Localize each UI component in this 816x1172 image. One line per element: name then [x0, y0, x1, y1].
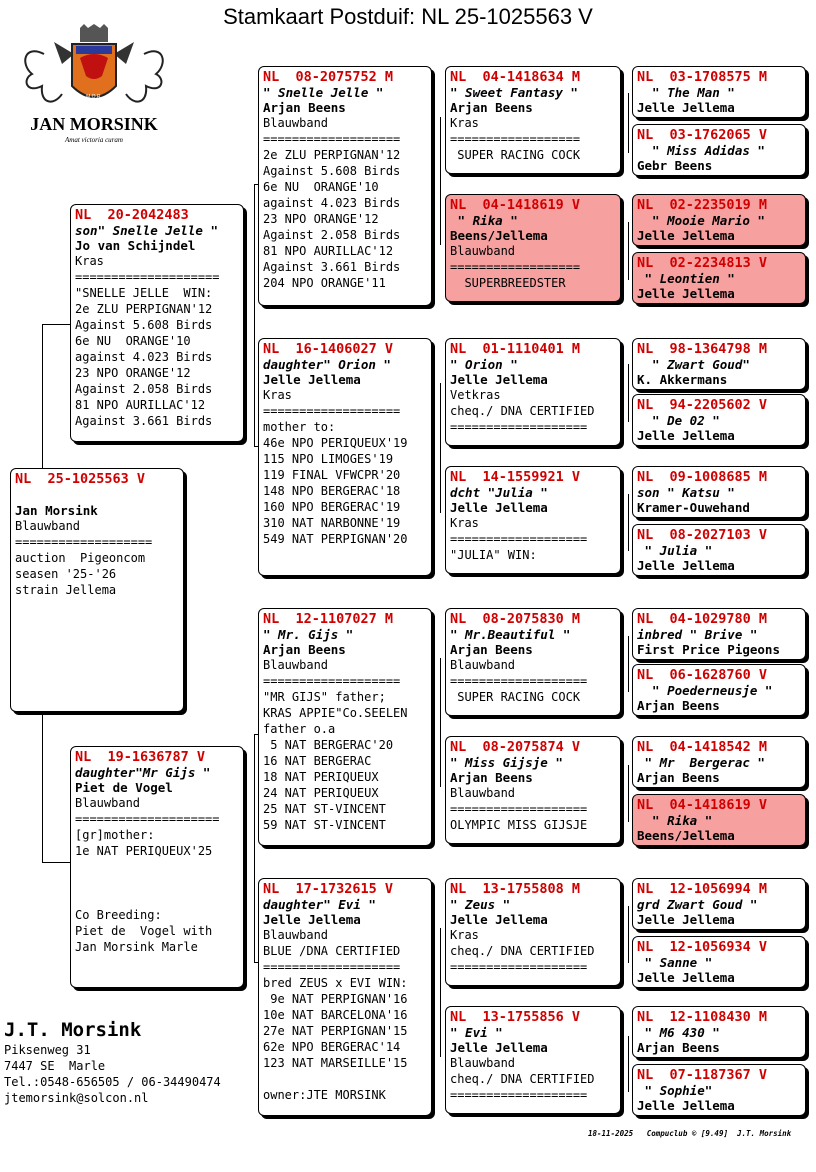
pigeon-name: dcht "Julia ": [450, 485, 548, 500]
pigeon-name: " Evi ": [450, 1025, 503, 1040]
ring-number: NL 04-1418542 M: [637, 739, 768, 755]
detail-line: 46e NPO PERIQUEUX'19: [263, 436, 408, 450]
detail-line: ===================: [450, 802, 588, 816]
connector: [42, 862, 72, 863]
detail-line: ====================: [75, 812, 220, 826]
owner-name: K. Akkermans: [637, 372, 728, 387]
detail-line: 119 FINAL VFWCPR'20: [263, 468, 401, 482]
ring-number: NL 08-2027103 V: [637, 527, 768, 543]
pigeon-card-gg2[interactable]: [632, 124, 806, 176]
pigeon-name: daughter" Evi ": [263, 897, 376, 912]
detail-line: 310 NAT NARBONNE'19: [263, 516, 401, 530]
owner-name: Beens/Jellema: [637, 828, 735, 843]
pigeon-name: " De 02 ": [637, 413, 720, 428]
ring-number: NL 19-1636787 V: [75, 749, 206, 765]
detail-line: 5 NAT BERGERAC'20: [263, 738, 394, 752]
pigeon-name: " Leontien ": [637, 271, 735, 286]
detail-line: against 4.023 Birds: [75, 350, 213, 364]
detail-line: Kras: [450, 928, 479, 942]
owner-name: Arjan Beens: [263, 642, 346, 657]
detail-line: Kras: [450, 116, 479, 130]
pigeon-name: " Miss Adidas ": [637, 143, 765, 158]
detail-line: ===================: [15, 535, 153, 549]
pigeon-card-dds[interactable]: [445, 878, 621, 986]
detail-line: 81 NPO AURILLAC'12: [263, 244, 394, 258]
connector: [440, 117, 441, 245]
detail-line: mother to:: [263, 420, 336, 434]
pigeon-card-gg4[interactable]: [632, 252, 806, 304]
detail-line: auction Pigeoncom: [15, 551, 146, 565]
detail-line: Blauwband: [450, 786, 516, 800]
pigeon-card-gg10[interactable]: [632, 664, 806, 716]
detail-line: Against 3.661 Birds: [263, 260, 401, 274]
detail-line: Co Breeding:: [75, 908, 162, 922]
pigeon-name: daughter" Orion ": [263, 357, 391, 372]
detail-line: father o.a: [263, 722, 336, 736]
pigeon-card-sdd[interactable]: [445, 466, 621, 574]
detail-line: Kras: [450, 516, 479, 530]
footer-text: 18-11-2025 Compuclub © [9.49] J.T. Morsink: [588, 1129, 792, 1138]
detail-line: ===================: [263, 132, 401, 146]
pigeon-card-gg13[interactable]: [632, 878, 806, 930]
ring-number: NL 01-1110401 M: [450, 341, 581, 357]
pigeon-card-sire-dam[interactable]: [258, 338, 432, 576]
connector: [628, 636, 629, 692]
connector: [628, 1036, 629, 1092]
ring-number: NL 08-2075830 M: [450, 611, 581, 627]
detail-line: OLYMPIC MISS GIJSJE: [450, 818, 588, 832]
detail-line: 27e NAT PERPIGNAN'15: [263, 1024, 408, 1038]
owner-name: Jelle Jellema: [450, 500, 548, 515]
detail-line: 24 NAT PERIQUEUX: [263, 786, 379, 800]
detail-line: [263, 1071, 428, 1087]
owner-name: Arjan Beens: [637, 770, 720, 785]
detail-line: Blauwband: [263, 658, 329, 672]
owner-name: Arjan Beens: [450, 100, 533, 115]
page-title: Stamkaart Postduif: NL 25-1025563 V: [223, 4, 593, 29]
pigeon-card-gg6[interactable]: [632, 394, 806, 446]
owner-name: Arjan Beens: [450, 770, 533, 785]
connector: [628, 906, 629, 963]
ring-number: NL 98-1364798 M: [637, 341, 768, 357]
detail-line: seasen '25-'26: [15, 567, 117, 581]
detail-line: 123 NAT MARSEILLE'15: [263, 1056, 408, 1070]
detail-line: cheq./ DNA CERTIFIED: [450, 1072, 595, 1086]
contact-email[interactable]: jtemorsink@solcon.nl: [4, 1091, 149, 1105]
pigeon-card-ssd[interactable]: [445, 194, 621, 302]
pigeon-card-gg7[interactable]: [632, 466, 806, 518]
detail-line: 6e NU ORANGE'10: [75, 334, 191, 348]
connector: [440, 383, 441, 513]
pigeon-name: inbred " Brive ": [637, 627, 758, 642]
pigeon-card-subject[interactable]: [10, 468, 184, 712]
detail-line: ====================: [75, 270, 220, 284]
owner-name: Jelle Jellema: [637, 286, 735, 301]
owner-name: Arjan Beens: [450, 642, 533, 657]
pigeon-name: " Miss Gijsje ": [450, 755, 563, 770]
connector: [440, 928, 441, 1057]
ring-number: NL 94-2205602 V: [637, 397, 768, 413]
contact-line: 7447 SE Marle: [4, 1059, 106, 1073]
contact-phone: Tel.:0548-656505 / 06-34490474: [4, 1075, 221, 1089]
detail-line: 62e NPO BERGERAC'14: [263, 1040, 401, 1054]
pigeon-name: " Sophie": [637, 1083, 713, 1098]
pigeon-name: " Zwart Goud": [637, 357, 750, 372]
detail-line: Blauwband: [15, 519, 81, 533]
pigeon-name: " Rika ": [450, 213, 518, 228]
detail-line: 115 NPO LIMOGES'19: [263, 452, 394, 466]
detail-line: Jan Morsink Marle: [75, 940, 198, 954]
pigeon-name: " Mr. Gijs ": [263, 627, 354, 642]
detail-line: 81 NPO AURILLAC'12: [75, 398, 206, 412]
pigeon-name: grd Zwart Goud ": [637, 897, 758, 912]
detail-line: KRAS APPIE"Co.SEELEN: [263, 706, 408, 720]
detail-line: BLUE /DNA CERTIFIED: [263, 944, 401, 958]
owner-name: Jelle Jellema: [263, 372, 361, 387]
svg-text:M.O.R.: M.O.R.: [86, 94, 102, 100]
pigeon-card-sire-sire[interactable]: [258, 66, 432, 306]
detail-line: "SNELLE JELLE WIN:: [75, 286, 213, 300]
detail-line: [75, 875, 240, 891]
pigeon-card-gg11[interactable]: [632, 736, 806, 788]
detail-line: 25 NAT ST-VINCENT: [263, 802, 386, 816]
detail-line: bred ZEUS x EVI WIN:: [263, 976, 408, 990]
spacer: [15, 487, 180, 503]
pigeon-card-ddd[interactable]: [445, 1006, 621, 1114]
owner-name: Jelle Jellema: [637, 558, 735, 573]
detail-line: Kras: [263, 388, 292, 402]
pigeon-card-dss[interactable]: [445, 608, 621, 716]
contact-block: [4, 1018, 221, 1106]
detail-line: Blauwband: [75, 796, 141, 810]
detail-line: 148 NPO BERGERAC'18: [263, 484, 401, 498]
owner-name: Arjan Beens: [637, 1040, 720, 1055]
ring-number: NL 12-1056994 M: [637, 881, 768, 897]
pigeon-card-sds[interactable]: [445, 338, 621, 446]
pigeon-card-gg15[interactable]: [632, 1006, 806, 1058]
ring-number: NL 08-2075752 M: [263, 69, 394, 85]
connector: [628, 222, 629, 280]
detail-line: 2e ZLU PERPIGNAN'12: [75, 302, 213, 316]
detail-line: Vetkras: [450, 388, 501, 402]
detail-line: 549 NAT PERPIGNAN'20: [263, 532, 408, 546]
connector: [628, 364, 629, 422]
owner-name: Piet de Vogel: [75, 780, 173, 795]
connector: [628, 93, 629, 153]
pigeon-name: " Rika ": [637, 813, 713, 828]
owner-name: Kramer-Ouwehand: [637, 500, 750, 515]
pigeon-name: " Snelle Jelle ": [263, 85, 384, 100]
pigeon-name: " Orion ": [450, 357, 518, 372]
owner-name: Jelle Jellema: [637, 970, 735, 985]
ring-number: NL 04-1418634 M: [450, 69, 581, 85]
detail-line: 6e NU ORANGE'10: [263, 180, 379, 194]
detail-line: ===================: [263, 404, 401, 418]
pigeon-name: " The Man ": [637, 85, 735, 100]
pigeon-card-gg5[interactable]: [632, 338, 806, 390]
detail-line: 10e NAT BARCELONA'16: [263, 1008, 408, 1022]
detail-line: Against 3.661 Birds: [75, 414, 213, 428]
detail-line: SUPER RACING COCK: [450, 148, 581, 162]
detail-line: Kras: [75, 254, 104, 268]
owner-name: Beens/Jellema: [450, 228, 548, 243]
ring-number: NL 06-1628760 V: [637, 667, 768, 683]
owner-name: Jelle Jellema: [450, 1040, 548, 1055]
pigeon-card-dam-dam[interactable]: [258, 878, 432, 1116]
ring-number: NL 17-1732615 V: [263, 881, 394, 897]
detail-line: ==================: [450, 260, 581, 274]
connector: [42, 324, 43, 469]
pigeon-card-gg1[interactable]: [632, 66, 806, 118]
detail-line: cheq./ DNA CERTIFIED: [450, 404, 595, 418]
pigeon-name: " Mr Bergerac ": [637, 755, 765, 770]
connector: [254, 734, 255, 962]
contact-name: J.T. Morsink: [4, 1019, 142, 1041]
ring-number: NL 13-1755856 V: [450, 1009, 581, 1025]
detail-line: Blauwband: [450, 244, 516, 258]
detail-line: against 4.023 Birds: [263, 196, 401, 210]
detail-line: ===================: [450, 674, 588, 688]
pigeon-card-gg3[interactable]: [632, 194, 806, 246]
ring-number: NL 12-1107027 M: [263, 611, 394, 627]
pigeon-card-dsd[interactable]: [445, 736, 621, 844]
detail-line: 160 NPO BERGERAC'19: [263, 500, 401, 514]
ring-number: NL 09-1008685 M: [637, 469, 768, 485]
detail-line: owner:JTE MORSINK: [263, 1088, 386, 1102]
ring-number: NL 13-1755808 M: [450, 881, 581, 897]
brand-motto: Amat victoria curam: [65, 136, 123, 144]
detail-line: 23 NPO ORANGE'12: [263, 212, 379, 226]
detail-line: Against 2.058 Birds: [263, 228, 401, 242]
detail-line: [75, 891, 240, 907]
detail-line: 16 NAT BERGERAC: [263, 754, 372, 768]
pigeon-card-gg12[interactable]: [632, 794, 806, 846]
pigeon-name: " M6 430 ": [637, 1025, 720, 1040]
pigeon-name: daughter"Mr Gijs ": [75, 765, 211, 780]
owner-name: Jelle Jellema: [450, 372, 548, 387]
ring-number: NL 07-1187367 V: [637, 1067, 768, 1083]
pigeon-card-dam-sire[interactable]: [258, 608, 432, 846]
pigeon-name: son" Snelle Jelle ": [75, 223, 218, 238]
ring-number: NL 04-1418619 V: [637, 797, 768, 813]
owner-name: Jelle Jellema: [637, 912, 735, 927]
pigeon-name: " Mr.Beautiful ": [450, 627, 571, 642]
ring-number: NL 04-1029780 M: [637, 611, 768, 627]
owner-name: Jelle Jellema: [637, 428, 735, 443]
detail-line: ==================: [450, 132, 581, 146]
detail-line: 1e NAT PERIQUEUX'25: [75, 844, 213, 858]
detail-line: [75, 859, 240, 875]
connector: [628, 765, 629, 822]
detail-line: "MR GIJS" father;: [263, 690, 386, 704]
pigeon-name: " Julia ": [637, 543, 713, 558]
ring-number: NL 16-1406027 V: [263, 341, 394, 357]
ring-number: NL 12-1108430 M: [637, 1009, 768, 1025]
detail-line: Blauwband: [263, 928, 329, 942]
brand-name: JAN MORSINK: [30, 114, 158, 134]
pigeon-card-sire[interactable]: [70, 204, 244, 442]
owner-name: Gebr Beens: [637, 158, 713, 173]
ring-number: NL 02-2234813 V: [637, 255, 768, 271]
pigeon-name: " Zeus ": [450, 897, 511, 912]
connector: [42, 712, 43, 862]
detail-line: 204 NPO ORANGE'11: [263, 276, 386, 290]
owner-name: Jo van Schijndel: [75, 238, 196, 253]
owner-name: Jelle Jellema: [637, 100, 735, 115]
pigeon-card-gg9[interactable]: [632, 608, 806, 660]
pigeon-name: " Poederneusje ": [637, 683, 773, 698]
pigeon-card-gg8[interactable]: [632, 524, 806, 576]
pigeon-name: " Sanne ": [637, 955, 713, 970]
owner-name: Jelle Jellema: [263, 912, 361, 927]
connector: [628, 494, 629, 551]
detail-line: Blauwband: [450, 1056, 516, 1070]
pigeon-card-gg16[interactable]: [632, 1064, 806, 1116]
ring-number: NL 03-1762065 V: [637, 127, 768, 143]
ring-number: NL 14-1559921 V: [450, 469, 581, 485]
detail-line: 18 NAT PERIQUEUX: [263, 770, 379, 784]
ring-number: NL 20-2042483: [75, 207, 189, 223]
detail-line: Against 5.608 Birds: [263, 164, 401, 178]
pigeon-card-sss[interactable]: [445, 66, 621, 174]
detail-line: Against 5.608 Birds: [75, 318, 213, 332]
detail-line: "JULIA" WIN:: [450, 548, 537, 562]
ring-number: NL 03-1708575 M: [637, 69, 768, 85]
detail-line: Blauwband: [450, 658, 516, 672]
owner-name: Jelle Jellema: [450, 912, 548, 927]
ring-number: NL 04-1418619 V: [450, 197, 581, 213]
detail-line: [gr]mother:: [75, 828, 155, 842]
detail-line: ===================: [450, 420, 588, 434]
ring-number: NL 08-2075874 V: [450, 739, 581, 755]
pigeon-card-dam[interactable]: [70, 746, 244, 988]
detail-line: SUPERBREEDSTER: [450, 276, 566, 290]
detail-line: 23 NPO ORANGE'12: [75, 366, 191, 380]
ring-number: NL 25-1025563 V: [15, 471, 146, 487]
detail-line: 2e ZLU PERPIGNAN'12: [263, 148, 401, 162]
connector: [42, 324, 72, 325]
detail-line: cheq./ DNA CERTIFIED: [450, 944, 595, 958]
detail-line: ===================: [450, 532, 588, 546]
detail-line: ===================: [263, 674, 401, 688]
detail-line: Piet de Vogel with: [75, 924, 213, 938]
detail-line: 9e NAT PERPIGNAN'16: [263, 992, 408, 1006]
detail-line: strain Jellema: [15, 583, 117, 597]
pigeon-card-gg14[interactable]: [632, 936, 806, 988]
owner-name: Jan Morsink: [15, 503, 98, 518]
contact-line: Piksenweg 31: [4, 1043, 91, 1057]
detail-line: ===================: [450, 1088, 588, 1102]
detail-line: Blauwband: [263, 116, 329, 130]
ring-number: NL 02-2235019 M: [637, 197, 768, 213]
detail-line: Against 2.058 Birds: [75, 382, 213, 396]
pigeon-name: " Mooie Mario ": [637, 213, 765, 228]
owner-name: Jelle Jellema: [637, 228, 735, 243]
owner-name: Arjan Beens: [263, 100, 346, 115]
detail-line: SUPER RACING COCK: [450, 690, 581, 704]
pigeon-name: " Sweet Fantasy ": [450, 85, 578, 100]
detail-line: ===================: [450, 960, 588, 974]
detail-line: 59 NAT ST-VINCENT: [263, 818, 386, 832]
connector: [254, 184, 255, 446]
connector: [440, 658, 441, 787]
pigeon-name: son " Katsu ": [637, 485, 735, 500]
owner-name: First Price Pigeons: [637, 642, 780, 657]
detail-line: ===================: [263, 960, 401, 974]
owner-name: Arjan Beens: [637, 698, 720, 713]
owner-name: Jelle Jellema: [637, 1098, 735, 1113]
ring-number: NL 12-1056934 V: [637, 939, 768, 955]
